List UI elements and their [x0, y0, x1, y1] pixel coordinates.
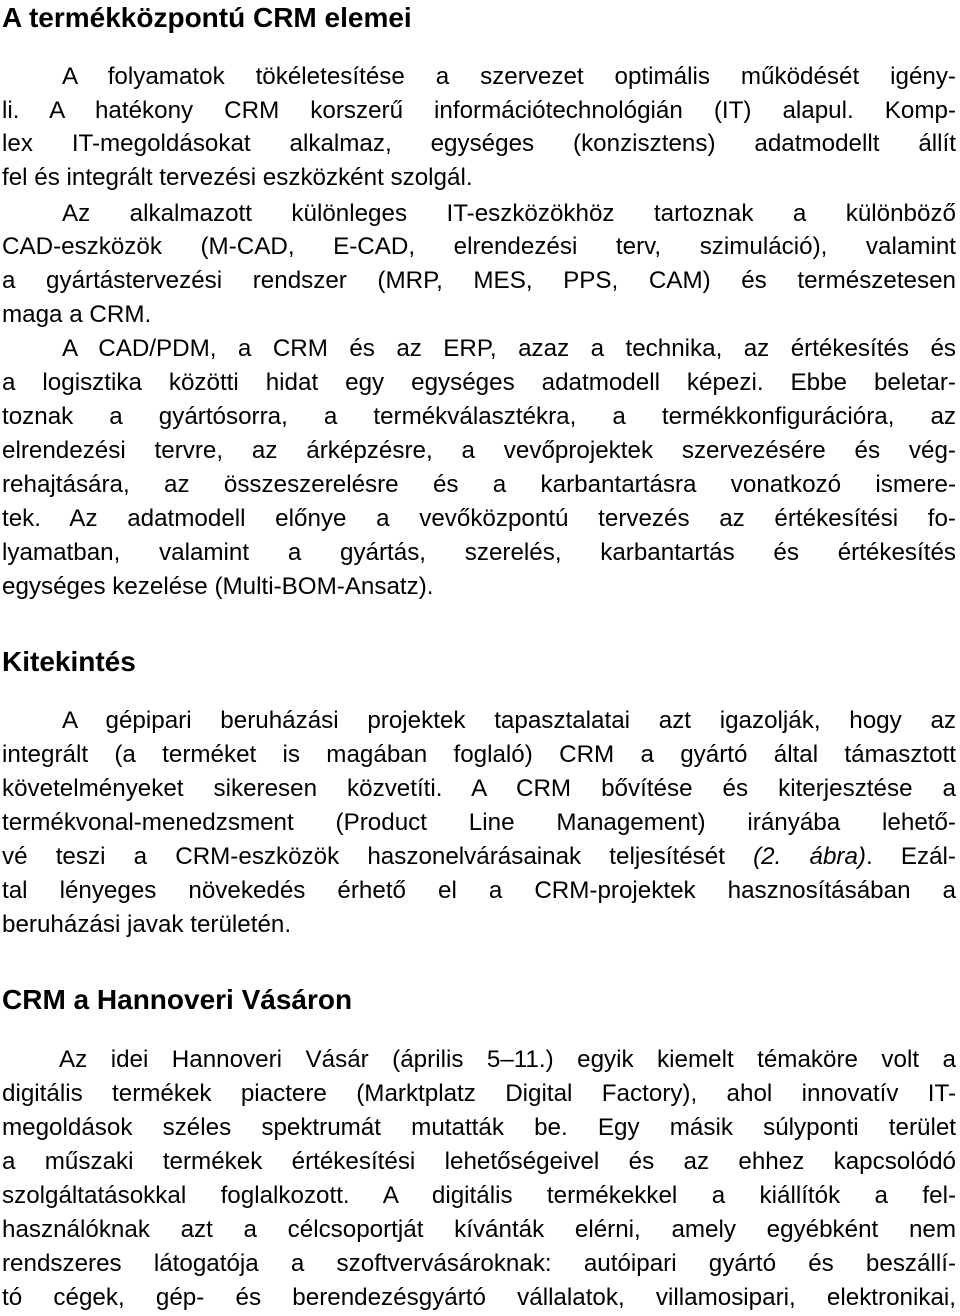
paragraph-line: a gyártástervezési rendszer (MRP, MES, PPS, CAM) és természetesen	[2, 267, 956, 294]
paragraph-line: Az alkalmazott különleges IT-eszközökhöz tartoznak a különböző	[62, 200, 956, 227]
section-heading-hannover-fair: CRM a Hannoveri Vásáron	[2, 984, 353, 1015]
paragraph-line: rendszeres látogatója a szoftvervásároknak: autóipari gyártó és beszállí-	[2, 1250, 956, 1277]
paragraph-line: beruházási javak területén.	[2, 911, 292, 938]
paragraph-line: használóknak azt a célcsoportját kívánták elérni, amely egyébként nem	[2, 1216, 956, 1243]
paragraph-line: elrendezési tervre, az árképzésre, a vevőprojektek szervezésére és vég-	[2, 437, 956, 464]
paragraph-line: lyamatban, valamint a gyártás, szerelés, karbantartás és értékesítés	[2, 539, 956, 566]
paragraph-line: fel és integrált tervezési eszközként szolgál.	[2, 164, 473, 191]
paragraph-line: A CAD/PDM, a CRM és az ERP, azaz a technika, az értékesítés és	[62, 335, 956, 362]
paragraph-line-tail: . Ezál-	[865, 843, 956, 870]
figure-reference: (2. ábra)	[753, 843, 866, 870]
paragraph-line: szolgáltatásokkal foglalkozott. A digitális termékekkel a kiállítók a fel-	[2, 1182, 956, 1209]
paragraph-line: maga a CRM.	[2, 301, 152, 328]
paragraph-line: tal lényeges növekedés érhető el a CRM-projektek hasznosításában a	[2, 877, 956, 904]
paragraph-line	[2, 842, 956, 872]
paragraph-line-text: vé teszi a CRM-eszközök haszonelvárásainak teljesítését	[2, 843, 725, 870]
paragraph-line: li. A hatékony CRM korszerű információtechnológián (IT) alapul. Komp-	[2, 97, 956, 124]
paragraph-line: toznak a gyártósorra, a termékválasztékra, a termékkonfigurációra, az	[2, 403, 956, 430]
paragraph-line: lex IT-megoldásokat alkalmaz, egységes (konzisztens) adatmodellt állít	[2, 130, 956, 157]
paragraph-line: termékvonal-menedzsment (Product Line Management) irányába lehető-	[2, 809, 956, 836]
paragraph-line: digitális termékek piactere (Marktplatz Digital Factory), ahol innovatív IT-	[2, 1080, 956, 1107]
paragraph-line: CAD-eszközök (M-CAD, E-CAD, elrendezési terv, szimuláció), valamint	[2, 233, 956, 260]
paragraph-line: a logisztika közötti hidat egy egységes adatmodell képezi. Ebbe beletar-	[2, 369, 956, 396]
paragraph-line: egységes kezelése (Multi-BOM-Ansatz).	[2, 573, 434, 600]
section-heading-crm-elements: A termékközpontú CRM elemei	[2, 2, 412, 33]
paragraph-line: rehajtására, az összeszerelésre és a karbantartásra vonatkozó ismere-	[2, 471, 956, 498]
paragraph-line: tó cégek, gép- és berendezésgyártó vállalatok, villamosipari, elektronikai,	[2, 1284, 956, 1311]
paragraph-line: megoldások széles spektrumát mutatták be. Egy másik súlyponti terület	[2, 1114, 956, 1141]
paragraph-line: integrált (a terméket is magában foglaló) CRM a gyártó által támasztott	[2, 741, 956, 768]
paragraph-line: A folyamatok tökéletesítése a szervezet optimális működését igény-	[62, 63, 956, 90]
paragraph-line: Az idei Hannoveri Vásár (április 5–11.) egyik kiemelt témaköre volt a	[59, 1046, 956, 1073]
paragraph-line: tek. Az adatmodell előnye a vevőközpontú tervezés az értékesítési fo-	[2, 505, 956, 532]
paragraph-line: követelményeket sikeresen közvetíti. A CRM bővítése és kiterjesztése a	[2, 775, 956, 802]
paragraph-line: a műszaki termékek értékesítési lehetőségeivel és az ehhez kapcsolódó	[2, 1148, 956, 1175]
section-heading-outlook: Kitekintés	[2, 646, 136, 677]
paragraph-line: A gépipari beruházási projektek tapasztalatai azt igazolják, hogy az	[62, 707, 956, 734]
